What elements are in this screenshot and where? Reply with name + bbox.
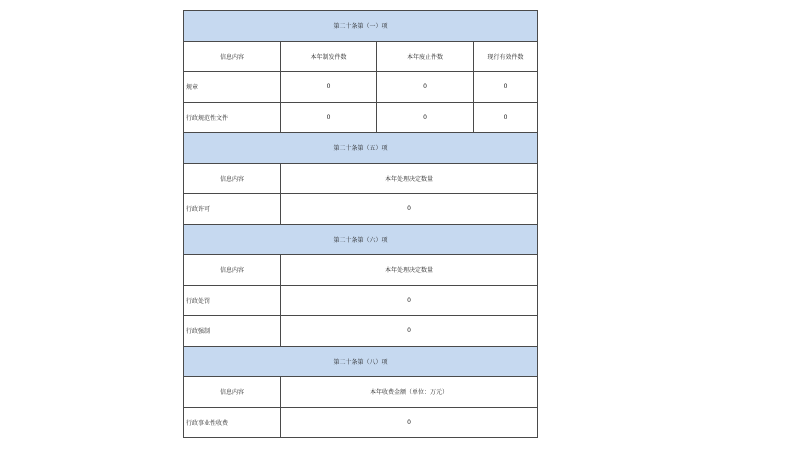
table-header-row xyxy=(184,377,538,408)
table-row xyxy=(184,194,538,225)
table-row xyxy=(184,316,538,347)
header-cell: 信息内容 xyxy=(184,163,281,194)
section-title-row xyxy=(184,346,538,377)
row-label: 行政规范性文件 xyxy=(184,102,281,133)
header-cell: 本年收费金额（单位：万元） xyxy=(281,377,538,408)
header-cell: 信息内容 xyxy=(184,255,281,286)
row-label: 行政许可 xyxy=(184,194,281,225)
section-title: 第二十条第（五）项 xyxy=(184,133,538,164)
value-cell: 0 xyxy=(281,72,377,103)
section-title: 第二十条第（六）项 xyxy=(184,224,538,255)
section-title-row xyxy=(184,224,538,255)
header-cell: 本年废止件数 xyxy=(377,41,474,72)
header-cell: 本年处理决定数量 xyxy=(281,163,538,194)
header-cell: 现行有效件数 xyxy=(474,41,538,72)
disclosure-table xyxy=(183,10,538,438)
header-cell: 本年制发件数 xyxy=(281,41,377,72)
value-cell: 0 xyxy=(377,72,474,103)
table-row xyxy=(184,72,538,103)
header-cell: 信息内容 xyxy=(184,377,281,408)
table-header-row xyxy=(184,163,538,194)
table-header-row xyxy=(184,41,538,72)
section-title: 第二十条第（八）项 xyxy=(184,346,538,377)
value-cell: 0 xyxy=(281,102,377,133)
value-cell: 0 xyxy=(281,194,538,225)
row-label: 行政强制 xyxy=(184,316,281,347)
table-row xyxy=(184,407,538,438)
table-row xyxy=(184,102,538,133)
row-label: 行政处罚 xyxy=(184,285,281,316)
row-label: 规章 xyxy=(184,72,281,103)
header-cell: 信息内容 xyxy=(184,41,281,72)
section-title-row xyxy=(184,11,538,42)
value-cell: 0 xyxy=(281,316,538,347)
value-cell: 0 xyxy=(474,72,538,103)
value-cell: 0 xyxy=(474,102,538,133)
header-cell: 本年处理决定数量 xyxy=(281,255,538,286)
value-cell: 0 xyxy=(377,102,474,133)
table-row xyxy=(184,285,538,316)
row-label: 行政事业性收费 xyxy=(184,407,281,438)
value-cell: 0 xyxy=(281,407,538,438)
section-title: 第二十条第（一）项 xyxy=(184,11,538,42)
table-header-row xyxy=(184,255,538,286)
value-cell: 0 xyxy=(281,285,538,316)
section-title-row xyxy=(184,133,538,164)
